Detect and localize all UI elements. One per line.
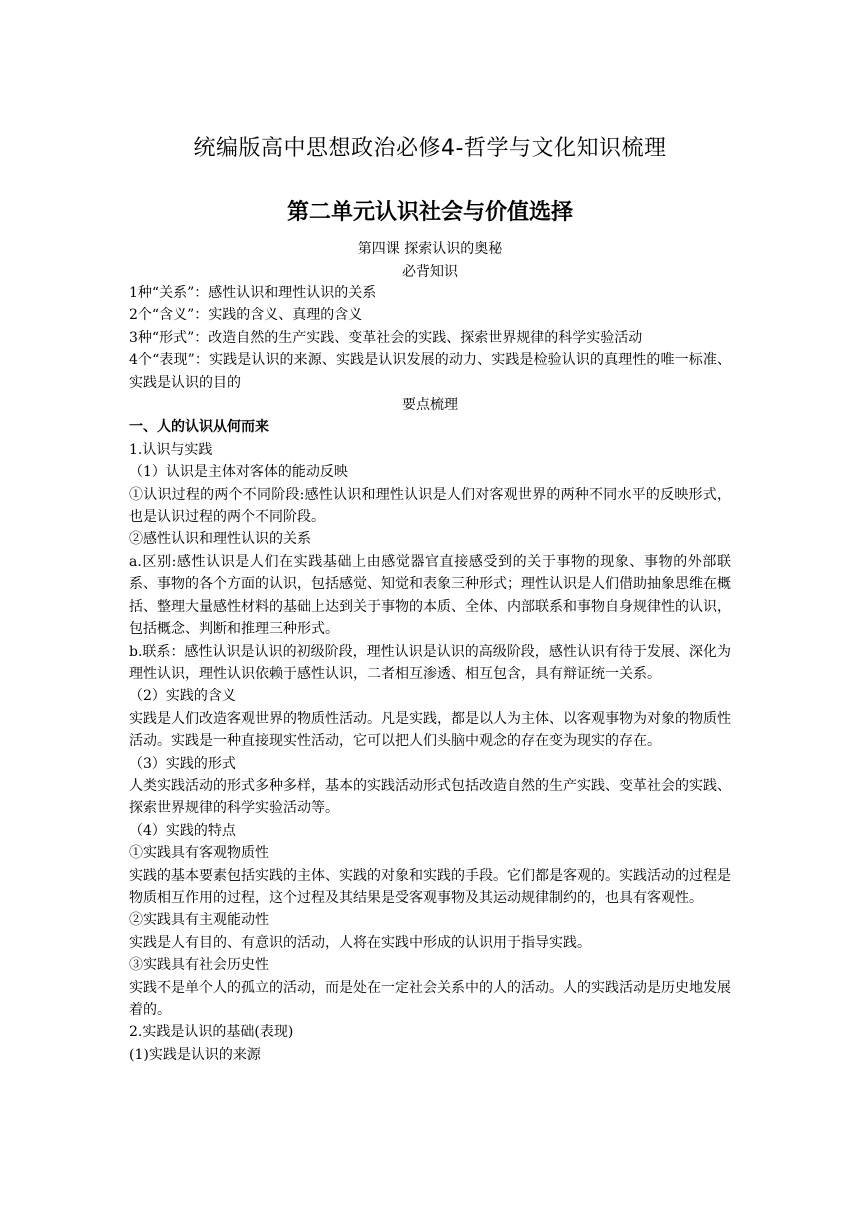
unit-title: 第二单元认识社会与价值选择 bbox=[286, 200, 573, 225]
must-know-item: 1种“关系”：感性认识和理性认识的关系 bbox=[129, 285, 377, 301]
paragraph: b.联系：感性认识是认识的初级阶段，理性认识是认识的高级阶段，感性认识有待于发展、深化为理性认识，理性认识依赖于感性认识，二者相互渗透、相互包含，具有辩证统一关系。 bbox=[129, 643, 731, 682]
must-know-item: 2个“含义”：实践的含义、真理的含义 bbox=[129, 307, 363, 324]
sub-heading: （2）实践的含义 bbox=[129, 688, 236, 705]
must-know-item: 4个“表现”：实践是认识的来源、实践是认识发展的动力、实践是检验认识的真理性的唯一标准、实践是认识的目的 bbox=[129, 352, 731, 391]
paragraph: ②实践具有主观能动性 bbox=[129, 912, 269, 929]
section-heading-must-know: 必背知识 bbox=[402, 264, 458, 280]
document-body bbox=[129, 282, 731, 1066]
lesson-title: 第四课 探索认识的奥秘 bbox=[357, 241, 503, 257]
paragraph: ②感性认识和理性认识的关系 bbox=[129, 531, 311, 548]
paragraph: 实践不是单个人的孤立的活动，而是处在一定社会关系中的人的活动。人的实践活动是历史地发展着的。 bbox=[129, 979, 731, 1018]
paragraph: 实践是人们改造客观世界的物质性活动。凡是实践，都是以人为主体、以客观事物为对象的物质性活动。实践是一种直接现实性活动，它可以把人们头脑中观念的存在变为现实的存在。 bbox=[129, 710, 731, 750]
paragraph: 实践的基本要素包括实践的主体、实践的对象和实践的手段。它们都是客观的。实践活动的过程是物质相互作用的过程，这个过程及其结果是受客观事物及其运动规律制约的，也具有客观性。 bbox=[129, 867, 731, 906]
sub-heading: （1）认识是主体对客体的能动反映 bbox=[129, 464, 348, 481]
paragraph: ①实践具有客观物质性 bbox=[129, 845, 269, 862]
item-heading: 1.认识与实践 bbox=[129, 441, 213, 458]
sub-heading: （3）实践的形式 bbox=[129, 755, 236, 772]
paragraph: 人类实践活动的形式多种多样，基本的实践活动形式包括改造自然的生产实践、变革社会的实践、探索世界规律的科学实验活动等。 bbox=[129, 777, 731, 817]
document-title: 统编版高中思想政治必修4-哲学与文化知识梳理 bbox=[193, 136, 667, 161]
paragraph: 实践是人有目的、有意识的活动，人将在实践中形成的认识用于指导实践。 bbox=[129, 934, 591, 951]
paragraph: (1)实践是认识的来源 bbox=[129, 1046, 261, 1063]
paragraph: ③实践具有社会历史性 bbox=[129, 957, 269, 974]
heading-level-1: 一、人的认识从何而来 bbox=[129, 419, 269, 436]
section-heading-key-points: 要点梳理 bbox=[402, 397, 458, 414]
sub-heading: （4）实践的特点 bbox=[129, 822, 236, 839]
paragraph: a.区别:感性认识是人们在实践基础上由感觉器官直接感受到的关于事物的现象、事物的外部联系、事物的各个方面的认识，包括感觉、知觉和表象三种形式；理性认识是人们借助抽象思维在概括、整理大量感性材料的基础上达到关于事物的本质、全体、内部联系和事物自身规律性的认识，包括概念、判断和推理三种形式。 bbox=[129, 553, 731, 638]
item-heading: 2.实践是认识的基础(表现) bbox=[129, 1024, 294, 1041]
must-know-item: 3种“形式”：改造自然的生产实践、变革社会的实践、探索世界规律的科学实验活动 bbox=[129, 329, 643, 346]
paragraph: ①认识过程的两个不同阶段:感性认识和理性认识是人们对客观世界的两种不同水平的反映形式，也是认识过程的两个不同阶段。 bbox=[129, 486, 731, 526]
